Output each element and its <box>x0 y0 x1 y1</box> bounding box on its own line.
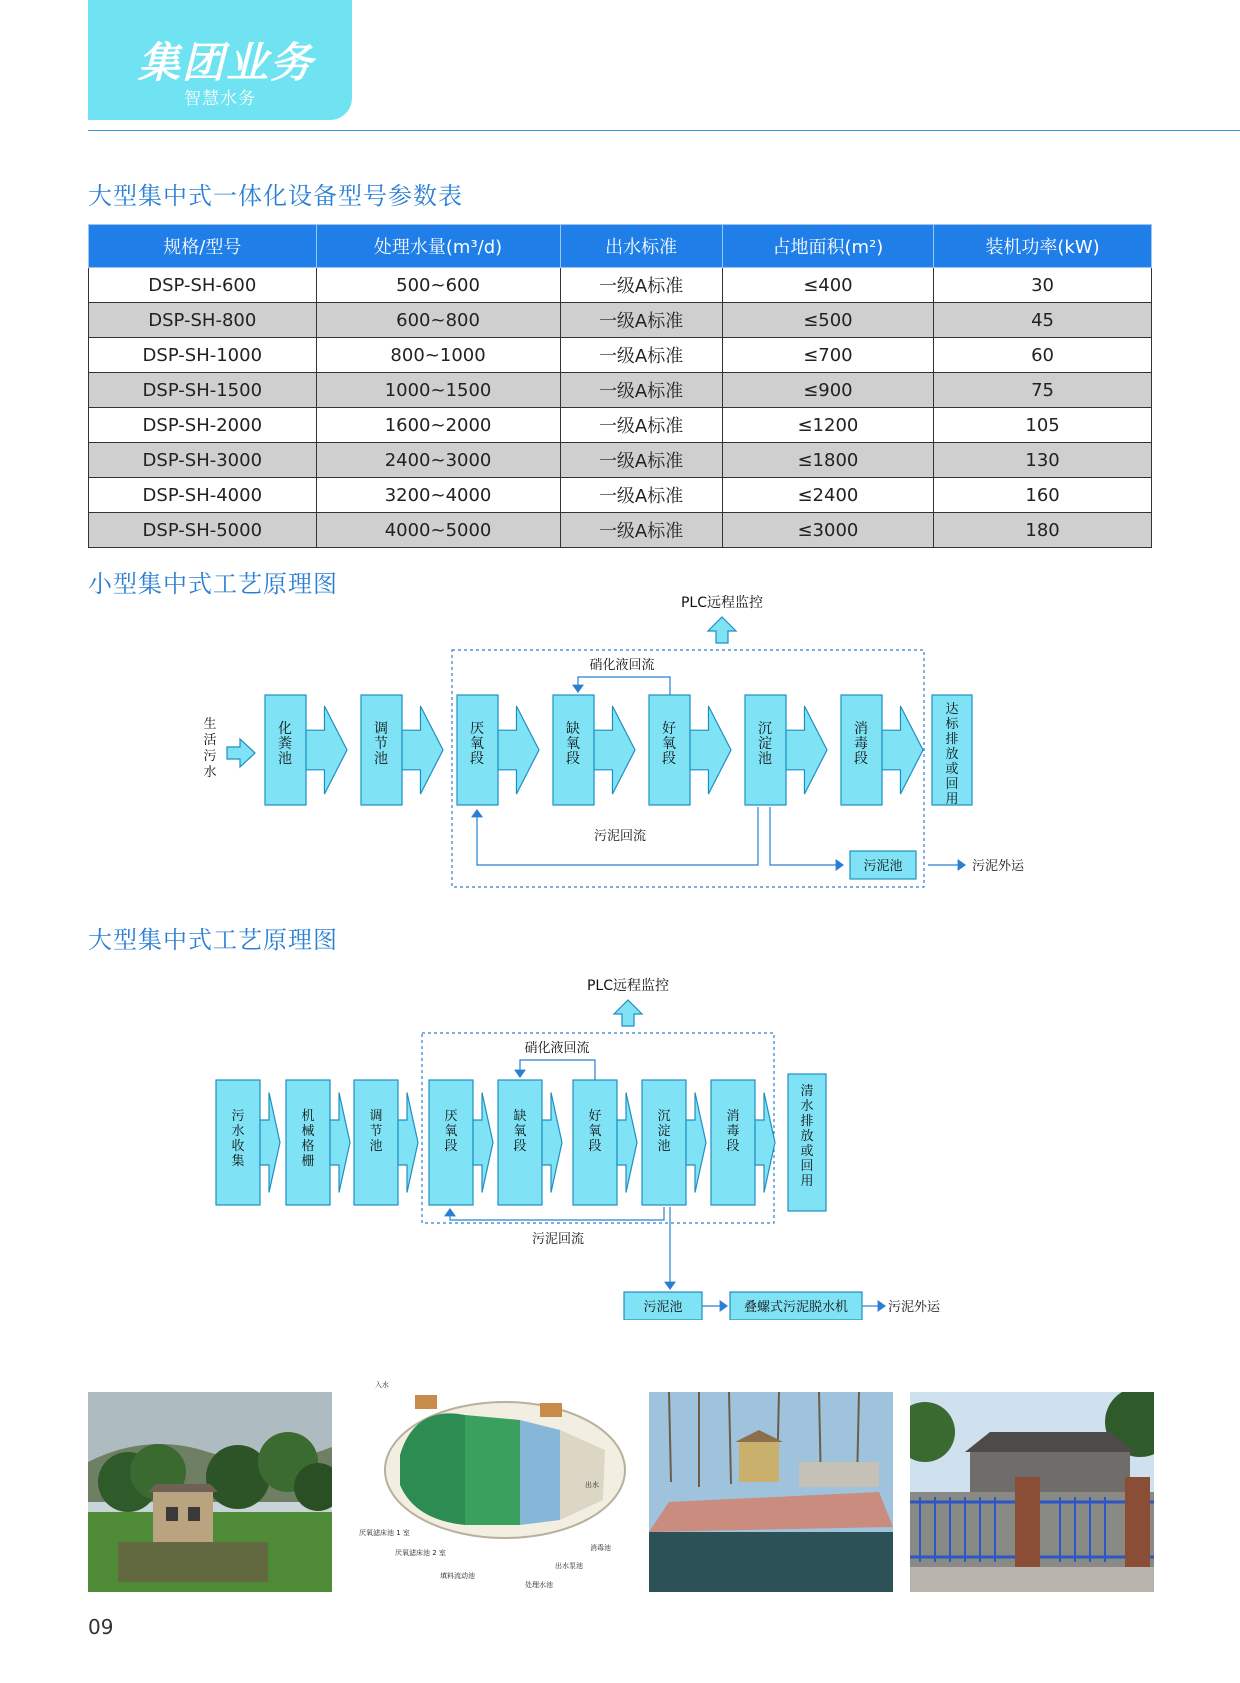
svg-text:消: 消 <box>726 1109 740 1124</box>
large-process-diagram <box>200 970 980 1320</box>
svg-text:段: 段 <box>854 751 868 767</box>
large-stage-label-0 <box>231 1109 244 1169</box>
table-cell: 一级A标准 <box>560 303 722 338</box>
large-output-label <box>800 1083 813 1189</box>
svg-text:械: 械 <box>301 1124 315 1139</box>
dewater-label: 叠螺式污泥脱水机 <box>743 1300 849 1315</box>
svg-text:淀: 淀 <box>758 736 772 752</box>
table-cell: ≤1200 <box>722 408 933 443</box>
svg-text:氧: 氧 <box>662 736 676 752</box>
nitrate-return-label: 硝化液回流 <box>589 658 655 673</box>
large-stage-box-3-arrow <box>473 1093 493 1193</box>
table-cell: 一级A标准 <box>560 408 722 443</box>
table-cell: 1600~2000 <box>316 408 560 443</box>
table-cell: 600~800 <box>316 303 560 338</box>
stage-box-6-arrow <box>882 706 923 794</box>
sludge-tank-line <box>770 807 837 865</box>
svg-text:段: 段 <box>513 1139 527 1154</box>
stage-label-5 <box>758 721 772 767</box>
table-header-row <box>89 225 1152 268</box>
svg-text:排: 排 <box>800 1114 814 1129</box>
header-divider <box>88 130 1240 131</box>
svg-text:好: 好 <box>588 1109 602 1124</box>
stage-box-3-arrow <box>594 706 635 794</box>
svg-text:回: 回 <box>800 1159 814 1174</box>
table-cell: 75 <box>934 373 1152 408</box>
table-cell: 一级A标准 <box>560 268 722 303</box>
svg-text:污: 污 <box>203 749 217 764</box>
svg-text:消: 消 <box>854 721 868 737</box>
large-nitrate-head <box>514 1070 526 1078</box>
svg-text:调: 调 <box>374 721 388 737</box>
svg-text:厌: 厌 <box>470 721 484 737</box>
svg-text:氧: 氧 <box>566 736 580 752</box>
table-cell: 180 <box>934 513 1152 548</box>
spec-table <box>88 224 1152 548</box>
sludge-return-head <box>471 809 483 817</box>
stage-box-0-arrow <box>306 706 347 794</box>
svg-text:或: 或 <box>800 1144 814 1159</box>
stage-box-1-arrow <box>402 706 443 794</box>
svg-text:化: 化 <box>278 721 292 737</box>
stage-label-3 <box>566 720 580 767</box>
photo-equipment-house <box>88 1392 332 1592</box>
large-nitrate-line <box>520 1060 595 1080</box>
sludge-tank-head <box>836 859 844 871</box>
table-cell: 3200~4000 <box>316 478 560 513</box>
large-diagram-title: 大型集中式工艺原理图 <box>88 926 338 954</box>
svg-text:段: 段 <box>662 751 676 767</box>
table-cell: ≤400 <box>722 268 933 303</box>
table-cell: 45 <box>934 303 1152 338</box>
table-row <box>89 373 1152 408</box>
large-stage-label-1 <box>301 1108 314 1169</box>
table-cell: DSP-SH-2000 <box>89 408 317 443</box>
photo-pond-site <box>649 1392 893 1592</box>
svg-text:清: 清 <box>800 1084 814 1099</box>
table-row <box>89 408 1152 443</box>
plc-label-large: PLC远程监控 <box>586 978 670 994</box>
svg-text:氧: 氧 <box>588 1124 602 1139</box>
table-cell: DSP-SH-4000 <box>89 478 317 513</box>
svg-text:毒: 毒 <box>854 736 868 752</box>
table-cell: ≤3000 <box>722 513 933 548</box>
table-cell: DSP-SH-800 <box>89 303 317 338</box>
table-cell: 1000~1500 <box>316 373 560 408</box>
svg-text:水: 水 <box>800 1099 814 1114</box>
svg-text:缺: 缺 <box>513 1109 527 1124</box>
small-process-diagram <box>180 585 1060 895</box>
large-stage-box-2-arrow <box>398 1093 418 1193</box>
tank-treated-label: 处理水池 <box>525 1581 553 1589</box>
tank-anaerobic2-label: 厌氧滤床池 2 室 <box>395 1549 446 1557</box>
table-cell: ≤700 <box>722 338 933 373</box>
svg-text:氧: 氧 <box>470 736 484 752</box>
large-sludge-tank-label: 污泥池 <box>643 1300 683 1315</box>
tank-disinfect-label: 消毒池 <box>590 1544 611 1552</box>
large-sludge-out-head <box>878 1300 886 1312</box>
table-cell: DSP-SH-5000 <box>89 513 317 548</box>
sludge-tank-label: 污泥池 <box>863 859 903 874</box>
header-tab <box>88 0 352 120</box>
table-cell: DSP-SH-600 <box>89 268 317 303</box>
svg-text:氧: 氧 <box>444 1124 458 1139</box>
input-arrow <box>227 739 255 767</box>
table-cell: 800~1000 <box>316 338 560 373</box>
nitrate-return-head <box>572 685 584 693</box>
stage-label-0 <box>278 721 293 767</box>
svg-text:缺: 缺 <box>566 721 580 737</box>
svg-text:粪: 粪 <box>278 736 292 752</box>
svg-text:机: 机 <box>301 1109 315 1124</box>
table-cell: ≤900 <box>722 373 933 408</box>
svg-text:段: 段 <box>588 1139 602 1154</box>
header-subtitle: 智慧水务 <box>184 89 256 109</box>
input-label <box>203 716 216 780</box>
stage-label-1 <box>374 721 388 767</box>
svg-text:收: 收 <box>231 1139 245 1154</box>
svg-text:排: 排 <box>945 732 959 747</box>
table-cell: 一级A标准 <box>560 338 722 373</box>
stage-box-4-arrow <box>690 706 731 794</box>
svg-text:好: 好 <box>662 721 676 737</box>
table-cell: DSP-SH-1500 <box>89 373 317 408</box>
small-diagram-title: 小型集中式工艺原理图 <box>88 570 338 598</box>
svg-text:段: 段 <box>444 1139 458 1154</box>
plc-label: PLC远程监控 <box>680 595 764 611</box>
svg-text:或: 或 <box>945 762 959 777</box>
large-stage-box-1-arrow <box>330 1093 350 1193</box>
stage-label-4 <box>662 721 676 767</box>
tank-inlet-label: 入水 <box>375 1381 389 1389</box>
photo-fenced-facility <box>910 1392 1154 1592</box>
large-stage-box-7-arrow <box>755 1093 775 1193</box>
stage-box-2-arrow <box>498 706 539 794</box>
table-cell: 4000~5000 <box>316 513 560 548</box>
svg-text:淀: 淀 <box>657 1124 671 1139</box>
table-row <box>89 443 1152 478</box>
tank-anaerobic1-label: 厌氧滤床池 1 室 <box>359 1529 410 1537</box>
svg-text:水: 水 <box>231 1124 245 1139</box>
table-cell: 500~600 <box>316 268 560 303</box>
table-cell: ≤1800 <box>722 443 933 478</box>
large-to-dewater-head <box>720 1300 728 1312</box>
plc-up-arrow <box>708 617 736 643</box>
table-row <box>89 303 1152 338</box>
svg-text:毒: 毒 <box>726 1124 740 1139</box>
table-cell: 一级A标准 <box>560 478 722 513</box>
large-stage-box-5-arrow <box>617 1093 637 1193</box>
sludge-out-label: 污泥外运 <box>972 859 1025 874</box>
large-stage-label-3 <box>444 1109 457 1154</box>
table-header-cell: 出水标准 <box>560 225 722 268</box>
svg-text:池: 池 <box>278 751 292 767</box>
svg-text:段: 段 <box>726 1139 740 1154</box>
table-header-cell: 处理水量(m³/d) <box>316 225 560 268</box>
svg-text:格: 格 <box>301 1139 315 1154</box>
large-stage-box-6-arrow <box>686 1093 706 1193</box>
svg-text:集: 集 <box>231 1154 245 1169</box>
large-sludge-out-label: 污泥外运 <box>888 1300 941 1315</box>
svg-text:池: 池 <box>657 1139 671 1154</box>
table-cell: ≤2400 <box>722 478 933 513</box>
table-cell: 105 <box>934 408 1152 443</box>
table-header-cell: 规格/型号 <box>89 225 317 268</box>
table-row <box>89 513 1152 548</box>
large-stage-label-5 <box>588 1109 601 1154</box>
table-cell: 一级A标准 <box>560 513 722 548</box>
table-cell: DSP-SH-3000 <box>89 443 317 478</box>
nitrate-return-line <box>578 677 670 695</box>
table-header-cell: 占地面积(m²) <box>722 225 933 268</box>
large-stage-label-2 <box>369 1109 382 1154</box>
svg-text:节: 节 <box>369 1124 383 1139</box>
svg-text:达: 达 <box>945 702 959 717</box>
svg-text:沉: 沉 <box>657 1109 671 1124</box>
svg-text:厌: 厌 <box>444 1109 458 1124</box>
page-number: 09 <box>88 1615 114 1639</box>
large-sludge-return-line <box>450 1207 664 1220</box>
table-row <box>89 478 1152 513</box>
sludge-return-label: 污泥回流 <box>593 829 647 844</box>
table-header-cell: 装机功率(kW) <box>934 225 1152 268</box>
table-cell: ≤500 <box>722 303 933 338</box>
table-title: 大型集中式一体化设备型号参数表 <box>88 182 463 210</box>
plc-up-arrow-large <box>614 1000 642 1026</box>
table-cell: 2400~3000 <box>316 443 560 478</box>
svg-text:池: 池 <box>374 751 388 767</box>
table-cell: 30 <box>934 268 1152 303</box>
svg-text:用: 用 <box>800 1174 814 1189</box>
svg-text:沉: 沉 <box>758 721 772 737</box>
svg-text:池: 池 <box>758 751 772 767</box>
svg-text:氧: 氧 <box>513 1124 527 1139</box>
table-row <box>89 338 1152 373</box>
table-cell: 一级A标准 <box>560 373 722 408</box>
svg-text:池: 池 <box>369 1139 383 1154</box>
svg-text:节: 节 <box>374 736 388 752</box>
svg-text:标: 标 <box>945 717 959 732</box>
large-stage-box-4-arrow <box>542 1093 562 1193</box>
large-stage-label-4 <box>513 1108 526 1154</box>
stage-label-6 <box>854 720 868 767</box>
output-label <box>945 701 959 807</box>
large-nitrate-label: 硝化液回流 <box>524 1041 590 1056</box>
svg-text:栅: 栅 <box>301 1154 315 1169</box>
table-cell: DSP-SH-1000 <box>89 338 317 373</box>
sludge-out-head <box>958 859 966 871</box>
large-stage-box-0-arrow <box>260 1093 280 1193</box>
svg-text:放: 放 <box>945 747 959 762</box>
tank-filler-label: 填料流动池 <box>440 1572 475 1580</box>
table-body <box>89 268 1152 548</box>
svg-text:调: 调 <box>369 1109 383 1124</box>
svg-text:污: 污 <box>231 1109 245 1124</box>
tank-outlet-label: 出水 <box>585 1481 599 1489</box>
stage-box-5-arrow <box>786 706 827 794</box>
large-sludge-return-label: 污泥回流 <box>531 1232 585 1247</box>
svg-text:用: 用 <box>945 792 959 807</box>
table-row <box>89 268 1152 303</box>
svg-text:活: 活 <box>203 733 217 748</box>
table-cell: 一级A标准 <box>560 443 722 478</box>
stage-label-2 <box>470 721 484 767</box>
large-sludge-return-head <box>444 1208 456 1216</box>
large-stage-label-6 <box>657 1109 670 1154</box>
large-stage-label-7 <box>726 1108 739 1154</box>
svg-text:回: 回 <box>945 777 959 792</box>
svg-text:水: 水 <box>203 765 217 780</box>
svg-text:生: 生 <box>203 717 217 732</box>
table-cell: 130 <box>934 443 1152 478</box>
table-cell: 60 <box>934 338 1152 373</box>
svg-text:放: 放 <box>800 1129 814 1144</box>
svg-text:段: 段 <box>566 751 580 767</box>
svg-text:段: 段 <box>470 751 484 767</box>
header-title: 集团业务 <box>138 38 315 87</box>
table-cell: 160 <box>934 478 1152 513</box>
tank-cutaway-illustration <box>355 1375 650 1595</box>
large-sludge-down-head <box>664 1282 676 1290</box>
tank-pump-label: 出水泵池 <box>555 1562 583 1570</box>
